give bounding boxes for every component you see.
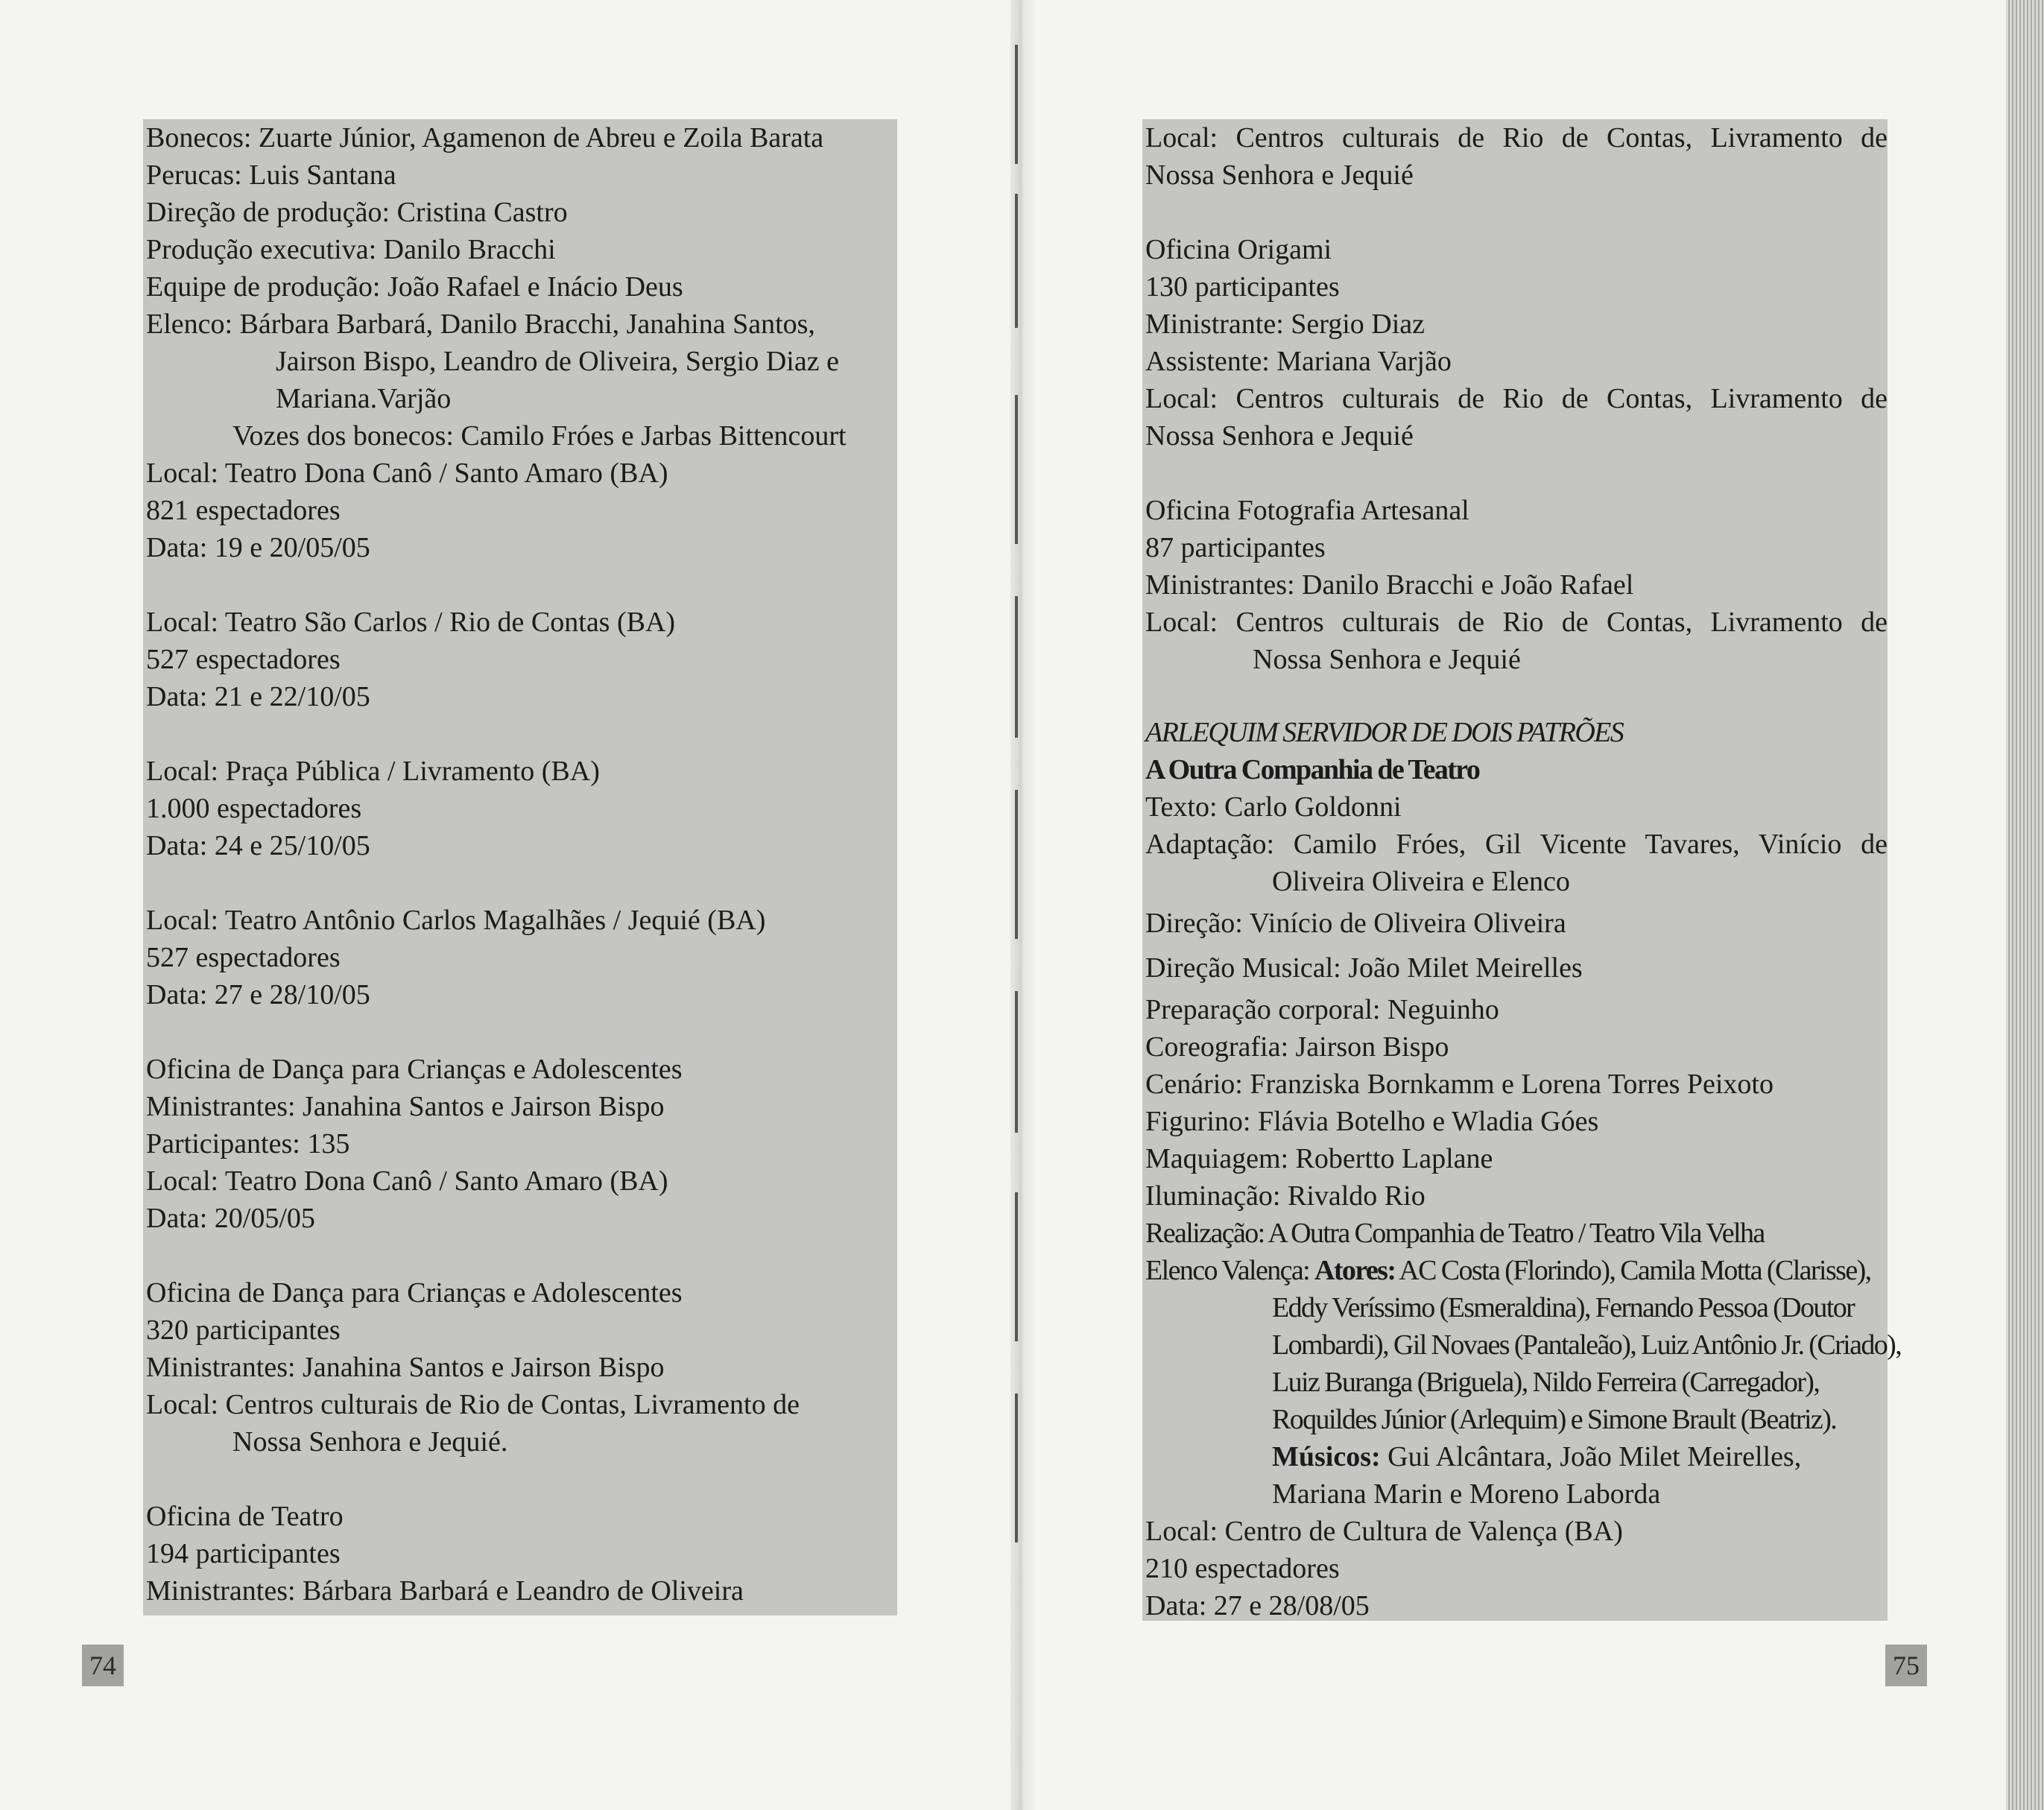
- text-line: Data: 20/05/05: [146, 1203, 315, 1234]
- musicians-line: [1272, 1443, 1801, 1471]
- text-line: Direção Musical: João Milet Meirelles: [1145, 952, 1583, 984]
- text-line: Oficina de Teatro: [146, 1501, 344, 1532]
- binding-stitch: [1015, 1393, 1018, 1542]
- text-line: Local: Centros culturais de Rio de Contas, Livramento de: [146, 1389, 800, 1420]
- text-line: Elenco: Bárbara Barbará, Danilo Bracchi, Janahina Santos,: [146, 308, 815, 340]
- text-line: 527 espectadores: [146, 644, 341, 675]
- text-line: Oliveira Oliveira e Elenco: [1272, 866, 1570, 897]
- text-line: Mariana Marin e Moreno Laborda: [1272, 1478, 1661, 1510]
- show-title: ARLEQUIM SERVIDOR DE DOIS PATRÕES: [1145, 717, 1624, 748]
- text-line: Local: Centros culturais de Rio de Contas, Livramento de: [1145, 607, 1888, 638]
- text-line: Vozes dos bonecos: Camilo Fróes e Jarbas Bittencourt: [232, 420, 847, 452]
- text-line: Local: Centro de Cultura de Valença (BA): [1145, 1516, 1623, 1547]
- binding-stitch: [1015, 45, 1018, 164]
- binding-stitch: [1015, 1192, 1018, 1341]
- text-line: Coreografia: Jairson Bispo: [1145, 1031, 1449, 1063]
- text-line: Lombardi), Gil Novaes (Pantaleão), Luiz Antônio Jr. (Criado),: [1272, 1329, 1902, 1361]
- text-line: Perucas: Luis Santana: [146, 159, 396, 191]
- company-name: A Outra Companhia de Teatro: [1145, 754, 1480, 785]
- text-line: Data: 21 e 22/10/05: [146, 681, 370, 712]
- text-line: Direção: Vinício de Oliveira Oliveira: [1145, 908, 1566, 939]
- binding-stitch: [1015, 194, 1018, 328]
- text-line: Local: Teatro Antônio Carlos Magalhães / Jequié (BA): [146, 905, 766, 936]
- text-line: Roquildes Júnior (Arlequim) e Simone Brault (Beatriz).: [1272, 1404, 1837, 1435]
- text-line: Nossa Senhora e Jequié: [1253, 644, 1521, 675]
- text-line: Ministrantes: Janahina Santos e Jairson Bispo: [146, 1091, 665, 1122]
- text-line: Produção executiva: Danilo Bracchi: [146, 234, 556, 265]
- page-edges: [2006, 0, 2044, 1810]
- binding-stitch: [1015, 790, 1018, 939]
- text-line: Realização: A Outra Companhia de Teatro / Teatro Vila Velha: [1145, 1218, 1765, 1249]
- text-line: Eddy Veríssimo (Esmeraldina), Fernando Pessoa (Doutor: [1272, 1292, 1855, 1323]
- text-line: Local: Centros culturais de Rio de Contas, Livramento de: [1145, 122, 1888, 154]
- text-line: Ministrante: Sergio Diaz: [1145, 308, 1426, 340]
- text-line: Iluminação: Rivaldo Rio: [1145, 1180, 1426, 1212]
- text-line: Adaptação: Camilo Fróes, Gil Vicente Tavares, Vinício de: [1145, 829, 1888, 860]
- text-line: Jairson Bispo, Leandro de Oliveira, Sergio Diaz e: [276, 346, 839, 377]
- page-number: 75: [1885, 1645, 1927, 1686]
- text-line: 130 participantes: [1145, 271, 1340, 303]
- text-line: Ministrantes: Bárbara Barbará e Leandro de Oliveira: [146, 1575, 744, 1607]
- text-line: Cenário: Franziska Bornkamm e Lorena Torres Peixoto: [1145, 1069, 1774, 1100]
- text-line: 527 espectadores: [146, 942, 341, 973]
- text-span: Elenco Valença:: [1145, 1255, 1315, 1286]
- text-line: 320 participantes: [146, 1314, 341, 1346]
- text-line: Nossa Senhora e Jequié: [1145, 420, 1414, 452]
- text-line: 194 participantes: [146, 1538, 341, 1569]
- text-line: Ministrantes: Janahina Santos e Jairson Bispo: [146, 1352, 665, 1383]
- text-line: Oficina de Dança para Crianças e Adolescentes: [146, 1054, 683, 1085]
- text-line: Local: Teatro São Carlos / Rio de Contas (BA): [146, 607, 676, 638]
- binding-stitch: [1015, 395, 1018, 544]
- text-span: Gui Alcântara, João Milet Meirelles,: [1380, 1441, 1802, 1472]
- text-line: Texto: Carlo Goldonni: [1145, 791, 1402, 823]
- text-line: Bonecos: Zuarte Júnior, Agamenon de Abreu e Zoila Barata: [146, 122, 824, 154]
- page-number: 74: [82, 1645, 124, 1686]
- actors-label: Atores:: [1314, 1255, 1396, 1286]
- text-line: Mariana.Varjão: [276, 383, 452, 414]
- text-line: Local: Praça Pública / Livramento (BA): [146, 756, 600, 787]
- text-line: 210 espectadores: [1145, 1553, 1340, 1584]
- text-line: Participantes: 135: [146, 1128, 350, 1159]
- text-line: Figurino: Flávia Botelho e Wladia Góes: [1145, 1106, 1599, 1137]
- text-line: Oficina Origami: [1145, 234, 1332, 265]
- text-line: 821 espectadores: [146, 495, 341, 526]
- binding-stitch: [1015, 991, 1018, 1133]
- text-line: 87 participantes: [1145, 532, 1326, 563]
- binding-stitch: [1015, 596, 1018, 738]
- text-line: Oficina Fotografia Artesanal: [1145, 495, 1469, 526]
- text-line: Ministrantes: Danilo Bracchi e João Rafael: [1145, 569, 1634, 601]
- text-line: Equipe de produção: João Rafael e Inácio Deus: [146, 271, 683, 303]
- text-line: Nossa Senhora e Jequié.: [232, 1426, 508, 1458]
- text-line: Oficina de Dança para Crianças e Adolescentes: [146, 1277, 683, 1309]
- text-line: Maquiagem: Robertto Laplane: [1145, 1143, 1493, 1174]
- text-line: Preparação corporal: Neguinho: [1145, 994, 1499, 1025]
- right-text-block: [1142, 119, 1902, 1621]
- text-line: Luiz Buranga (Briguela), Nildo Ferreira (Carregador),: [1272, 1367, 1820, 1398]
- text-line: Local: Centros culturais de Rio de Contas, Livramento de: [1145, 383, 1888, 414]
- text-line: Local: Teatro Dona Canô / Santo Amaro (BA): [146, 1165, 668, 1197]
- cast-line: [1145, 1256, 1871, 1285]
- text-line: Direção de produção: Cristina Castro: [146, 197, 568, 228]
- text-span: AC Costa (Florindo), Camila Motta (Clarisse),: [1395, 1255, 1871, 1286]
- musicians-label: Músicos:: [1272, 1441, 1381, 1472]
- text-line: Data: 24 e 25/10/05: [146, 830, 370, 861]
- text-line: Nossa Senhora e Jequié: [1145, 159, 1414, 191]
- text-line: Data: 27 e 28/08/05: [1145, 1590, 1370, 1621]
- text-line: Assistente: Mariana Varjão: [1145, 346, 1452, 377]
- book-spine: [1010, 0, 1034, 1810]
- text-line: 1.000 espectadores: [146, 793, 362, 824]
- text-line: Data: 19 e 20/05/05: [146, 532, 370, 563]
- text-line: Local: Teatro Dona Canô / Santo Amaro (BA): [146, 458, 668, 489]
- text-line: Data: 27 e 28/10/05: [146, 979, 370, 1010]
- left-text-block: [143, 119, 897, 1616]
